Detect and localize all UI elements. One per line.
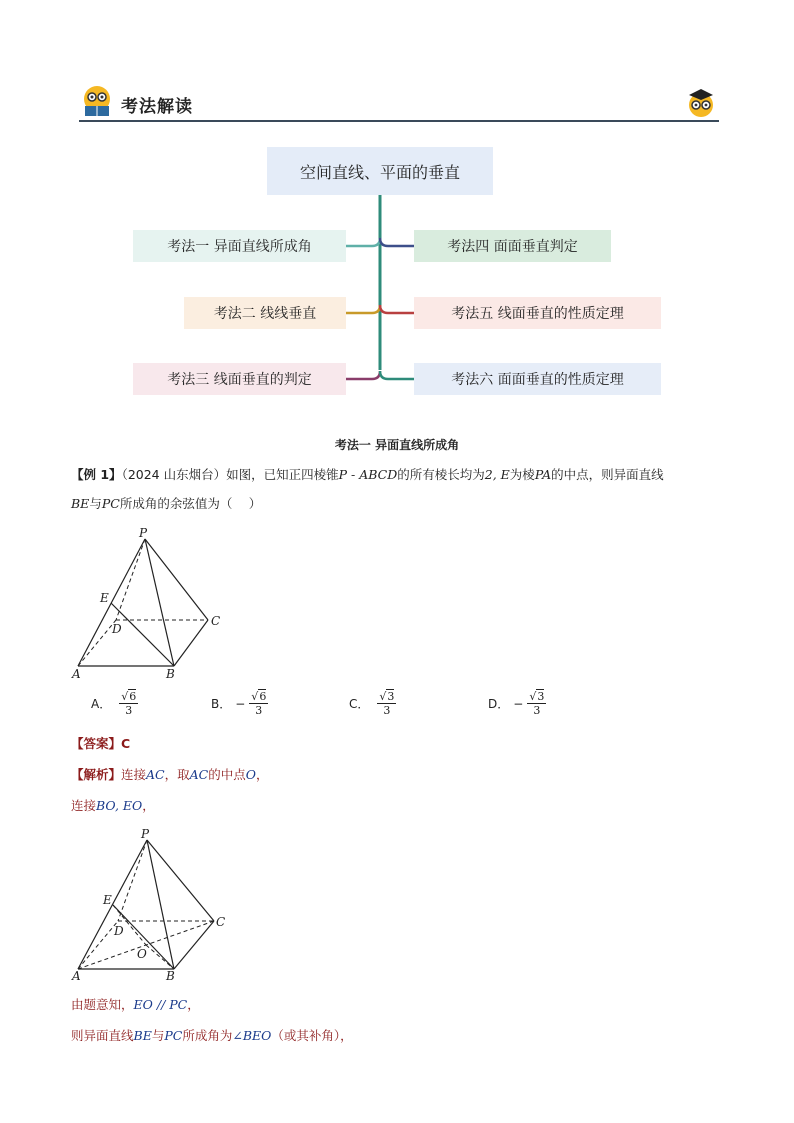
- label-o: O: [137, 947, 147, 961]
- derivation-text: （或其补角），: [271, 1028, 353, 1043]
- example-text: 为棱: [509, 467, 535, 482]
- radicand: 3: [387, 690, 395, 703]
- label-a: A: [72, 969, 81, 983]
- option-fraction: $\frac{√3}{3}$: [379, 690, 395, 717]
- label-c: C: [216, 915, 226, 929]
- analysis-text: 的中点: [208, 767, 246, 782]
- example-text: 如图，已知正四棱锥: [226, 467, 339, 482]
- math-expr: P - ABCD: [338, 467, 398, 482]
- label-d: D: [112, 622, 122, 636]
- option-sign: −: [235, 696, 246, 711]
- math-expr: BO, EO: [96, 798, 143, 813]
- example-line-2: [71, 495, 261, 513]
- denominator: 3: [383, 704, 391, 717]
- analysis-text: 连接: [121, 767, 147, 782]
- math-expr: BE: [71, 496, 90, 511]
- answer-line: [71, 735, 130, 753]
- option-letter: D．: [488, 697, 510, 711]
- example-line-1: [71, 466, 664, 484]
- option-letter: B．: [211, 697, 232, 711]
- example-text: 所成角的余弦值为（ ）: [119, 496, 262, 511]
- label-d: D: [114, 924, 124, 938]
- derivation-line-1: [71, 996, 200, 1014]
- derivation-line-2: [71, 1027, 353, 1045]
- derivation-text: 由题意知，: [71, 997, 134, 1012]
- analysis-text: ，取: [164, 767, 190, 782]
- mindmap-method-3: 考法三 线面垂直的判定: [133, 363, 346, 395]
- example-text: 与: [89, 496, 102, 511]
- analysis-text: ，: [256, 767, 269, 782]
- derivation-text: ，: [187, 997, 200, 1012]
- analysis-line-1: [71, 766, 269, 784]
- example-tag: 【例 1】: [71, 467, 122, 482]
- derivation-text: 与: [151, 1028, 165, 1043]
- derivation-text: 所成角为: [182, 1028, 233, 1043]
- label-c: C: [211, 614, 221, 628]
- label-e: E: [103, 893, 112, 907]
- answer-tag: 【答案】: [71, 736, 122, 751]
- header-title: 考法解读: [121, 97, 193, 117]
- math-expr: ∠BEO: [232, 1028, 272, 1043]
- option-a[interactable]: [91, 690, 138, 717]
- option-fraction: $\frac{√3}{3}$: [529, 690, 545, 717]
- label-a: A: [72, 667, 81, 681]
- math-expr: AC: [189, 767, 209, 782]
- label-e: E: [100, 591, 109, 605]
- math-expr: 2, E: [484, 467, 510, 482]
- denominator: 3: [255, 704, 263, 717]
- analysis-text: 连接: [71, 798, 97, 813]
- math-expr: O: [245, 767, 256, 782]
- option-fraction: $\frac{√6}{3}$: [251, 690, 267, 717]
- option-letter: A．: [91, 697, 112, 711]
- option-fraction: $\frac{√6}{3}$: [121, 690, 137, 717]
- mindmap-method-6: 考法六 面面垂直的性质定理: [414, 363, 661, 395]
- example-source: （2024 山东烟台）: [121, 467, 227, 482]
- mindmap-method-5: 考法五 线面垂直的性质定理: [414, 297, 661, 329]
- example-text: 的所有棱长均为: [397, 467, 485, 482]
- math-expr: PA: [534, 467, 552, 482]
- radicand: 6: [259, 690, 267, 703]
- mindmap-method-4: 考法四 面面垂直判定: [414, 230, 611, 262]
- mindmap-connectors: [0, 0, 794, 420]
- math-expr: EO // PC: [133, 997, 188, 1012]
- mindmap-method-1: 考法一 异面直线所成角: [133, 230, 346, 262]
- analysis-text: ，: [142, 798, 155, 813]
- math-expr: BE: [133, 1028, 152, 1043]
- pyramid-figure-1: [68, 525, 238, 685]
- radicand: 6: [129, 690, 137, 703]
- option-c[interactable]: [349, 690, 396, 717]
- math-expr: PC: [164, 1028, 183, 1043]
- mindmap-root: 空间直线、平面的垂直: [267, 147, 493, 195]
- option-b[interactable]: [211, 690, 268, 717]
- denominator: 3: [125, 704, 133, 717]
- radicand: 3: [537, 690, 545, 703]
- label-p: P: [141, 827, 150, 841]
- label-p: P: [139, 526, 148, 540]
- math-expr: AC: [146, 767, 165, 782]
- option-letter: C．: [349, 697, 370, 711]
- answer-value: C: [121, 736, 131, 751]
- option-d[interactable]: [488, 690, 546, 717]
- section-title: 考法一 异面直线所成角: [334, 438, 460, 452]
- denominator: 3: [533, 704, 541, 717]
- derivation-text: 则异面直线: [71, 1028, 134, 1043]
- pyramid-figure-2: [68, 826, 238, 986]
- option-sign: −: [513, 696, 524, 711]
- math-expr: PC: [101, 496, 120, 511]
- mindmap-method-2: 考法二 线线垂直: [184, 297, 346, 329]
- label-b: B: [166, 969, 175, 983]
- example-text: 的中点，则异面直线: [551, 467, 664, 482]
- analysis-line-2: [71, 797, 155, 815]
- label-b: B: [166, 667, 175, 681]
- analysis-tag: 【解析】: [71, 767, 122, 782]
